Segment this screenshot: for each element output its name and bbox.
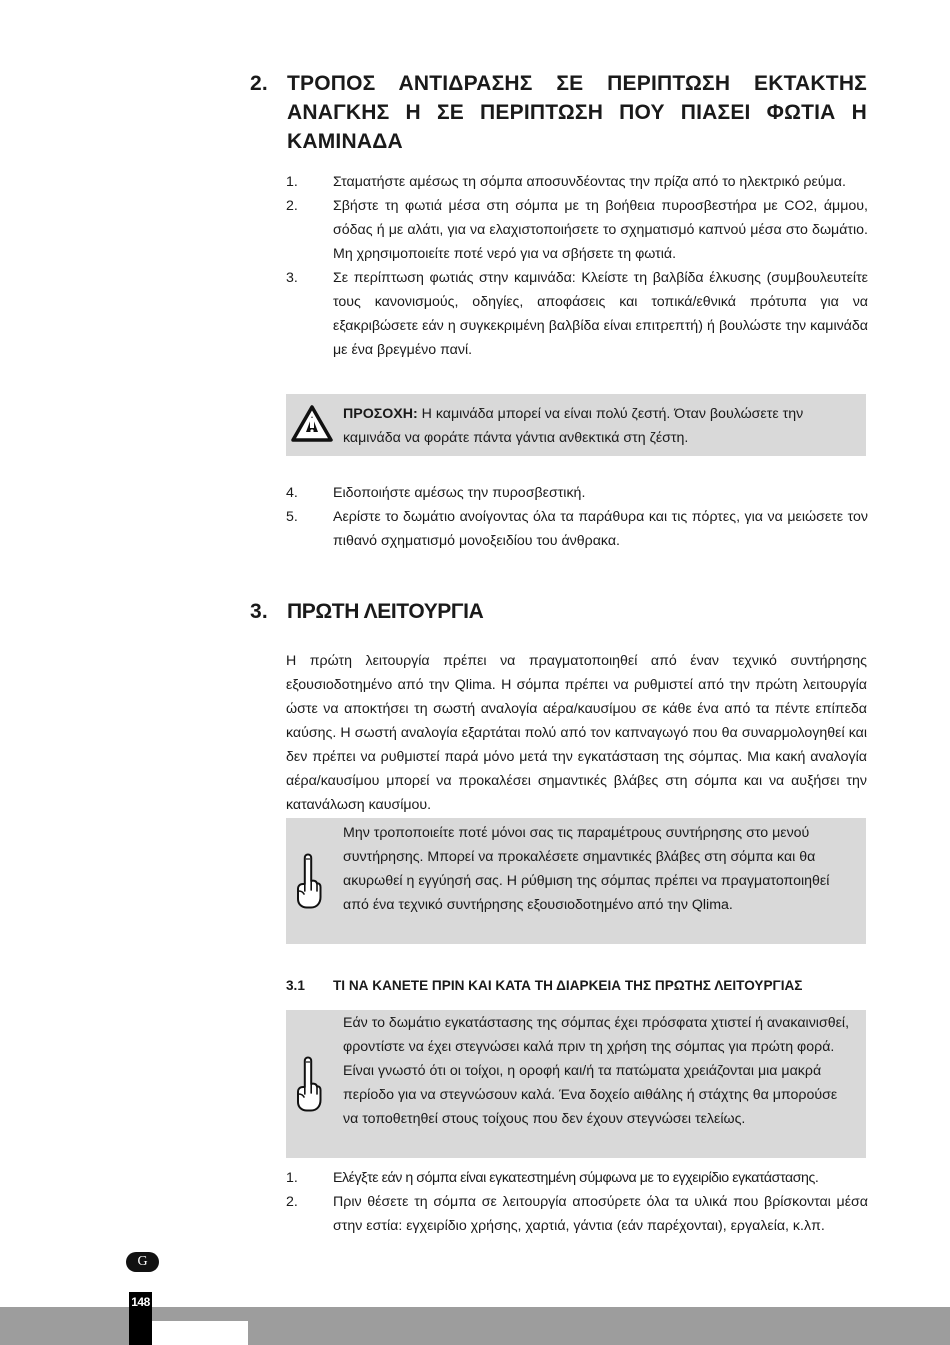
first-use-steps-list [286,1166,868,1238]
language-badge: G [126,1252,159,1272]
list-item-text: Σβήστε τη φωτιά μέσα στη σόμπα με τη βοήθεια πυροσβεστήρα με CO2, άμμου, σόδας ή με αλάτι, για να ελαχιστοποιήσετε το σχηματισμό καπνού μέσα στο δωμάτιο. Μη χρησιμοποιείτε ποτέ νερό για να σβήσετε τη φωτιά. [333,198,868,262]
list-item [286,194,868,266]
list-item-number: 2. [286,198,298,214]
note-text: Μην τροποποιείτε ποτέ μόνοι σας τις παραμέτρους συντήρησης στο μενού συντήρησης. Μπορεί να προκαλέσετε σημαντικές βλάβες στη σόμπα και θα ακυρωθεί η εγγύησή σας. Η ρύθμιση της σόμπας πρέπει να πραγματοποιηθεί από ένα τεχνικό συντήρησης εξουσιοδοτημένο από την Qlima. [343,825,830,913]
list-item [286,266,868,362]
list-item-text: Πριν θέσετε τη σόμπα σε λειτουργία αποσύρετε όλα τα υλικά που βρίσκονται μέσα στην εστία: εγχειρίδιο χρήσης, χαρτιά, γάντια (εάν παρέχονται), εργαλεία, κ.λπ. [333,1194,868,1234]
list-item-text: Σε περίπτωση φωτιάς στην καμινάδα: Κλείστε τη βαλβίδα έλκυσης (συμβουλευτείτε τους κανονισμούς, οδηγίες, αποφάσεις και τοπικά/εθνικά πρότυπα για να εξακριβώσετε εάν η συγκεκριμένη βαλβίδα είναι επιτρεπτή) ή βουλώστε την καμινάδα με ένα βρεγμένο πανί. [333,270,868,358]
pointing-hand-icon [296,1056,322,1112]
note-paragraph: Εάν το δωμάτιο εγκατάστασης της σόμπας έχει πρόσφατα χτιστεί ή ανακαινισθεί, φροντίστε να έχει στεγνώσει καλά πριν τη χρήση της σόμπας για πρώτη φορά. [343,1015,850,1055]
list-item-text: Σταματήστε αμέσως τη σόμπα αποσυνδέοντας την πρίζα από το ηλεκτρικό ρεύμα. [333,174,846,190]
list-item-text: Αερίστε το δωμάτιο ανοίγοντας όλα τα παράθυρα και τις πόρτες, για να μειώσετε τον πιθανό σχηματισμό μονοξειδίου του άνθρακα. [333,509,868,549]
emergency-steps-list-continued [286,481,868,553]
list-item-number: 4. [286,485,298,501]
section-2-number: 2. [250,72,268,95]
page-number: 148 [131,1295,150,1309]
list-item-number: 1. [286,174,298,190]
list-item-text: Ειδοποιήστε αμέσως την πυροσβεστική. [333,485,586,501]
section-2-title: ΤΡΟΠΟΣ ΑΝΤΙΔΡΑΣΗΣ ΣΕ ΠΕΡΙΠΤΩΣΗ ΕΚΤΑΚΤΗΣ ΑΝΑΓΚΗΣ Η ΣΕ ΠΕΡΙΠΤΩΣΗ ΠΟΥ ΠΙΑΣΕΙ ΦΩΤΙΑ Η ΚΑΜΙΝΑΔΑ [287,72,867,153]
footer-white-tab [152,1321,248,1345]
list-item-number: 5. [286,509,298,525]
note-paragraph: Είναι γνωστό ότι οι τοίχοι, η οροφή και/ή τα πατώματα χρειάζονται μια μακρά περίοδο για να στεγνώσουν καλά. Ένα δοχείο αιθάλης ή στάχτης θα μπορούσε να τοποθετηθεί στους τοίχους που δεν έχουν στεγνώσει τελείως. [343,1063,838,1127]
list-item-number: 1. [286,1170,298,1186]
warning-label: ΠΡΟΣΟΧΗ: [343,406,418,422]
list-item-text: Ελέγξτε εάν η σόμπα είναι εγκατεστημένη σύμφωνα με το εγχειρίδιο εγκατάστασης. [333,1170,819,1186]
section-3-paragraph: Η πρώτη λειτουργία πρέπει να πραγματοποιηθεί από έναν τεχνικό συντήρησης εξουσιοδοτημένο από την Qlima. Η σόμπα πρέπει να ρυθμιστεί από την πρώτη λειτουργία ώστε να αποκτήσει τη σωστή αναλογία αέρα/καυσίμου σε κάθε ένα από τα πέντε επίπεδα καύσης. Η σωστή αναλογία εξαρτάται πολύ από τον καπναγωγό που θα συναρμολογηθεί και δεν πρέπει να ρυθμιστεί παρά μόνο μετά την εγκατάσταση της σόμπας. Μια κακή αναλογία αέρα/καυσίμου μπορεί να προκαλέσει σημαντικές βλάβες στη σόμπα και να αυξήσει την κατανάλωση καυσίμου. [286,653,867,813]
section-3-1-number: 3.1 [286,978,305,993]
note-box-first-use [286,1010,866,1158]
list-item-number: 2. [286,1194,298,1210]
warning-box [286,394,866,456]
warning-triangle-icon [291,405,333,443]
section-3-title: ΠΡΩΤΗ ΛΕΙΤΟΥΡΓΙΑ [287,600,484,623]
list-item [286,170,868,194]
pointing-hand-icon [296,853,322,909]
list-item-number: 3. [286,270,298,286]
note-box [286,818,866,944]
section-3-1-title: ΤΙ ΝΑ ΚΑΝΕΤΕ ΠΡΙΝ ΚΑΙ ΚΑΤΑ ΤΗ ΔΙΑΡΚΕΙΑ ΤΗΣ ΠΡΩΤΗΣ ΛΕΙΤΟΥΡΓΙΑΣ [333,978,803,993]
note-text [343,1011,850,1131]
warning-text [343,402,850,450]
warning-body: Η καμινάδα μπορεί να είναι πολύ ζεστή. Όταν βουλώσετε την καμινάδα να φοράτε πάντα γάντια ανθεκτικά στη ζέστη. [343,406,804,446]
emergency-steps-list [286,170,868,362]
list-item [286,1190,868,1238]
section-3-number: 3. [250,600,268,623]
list-item [286,481,868,505]
list-item [286,505,868,553]
list-item [286,1166,868,1190]
